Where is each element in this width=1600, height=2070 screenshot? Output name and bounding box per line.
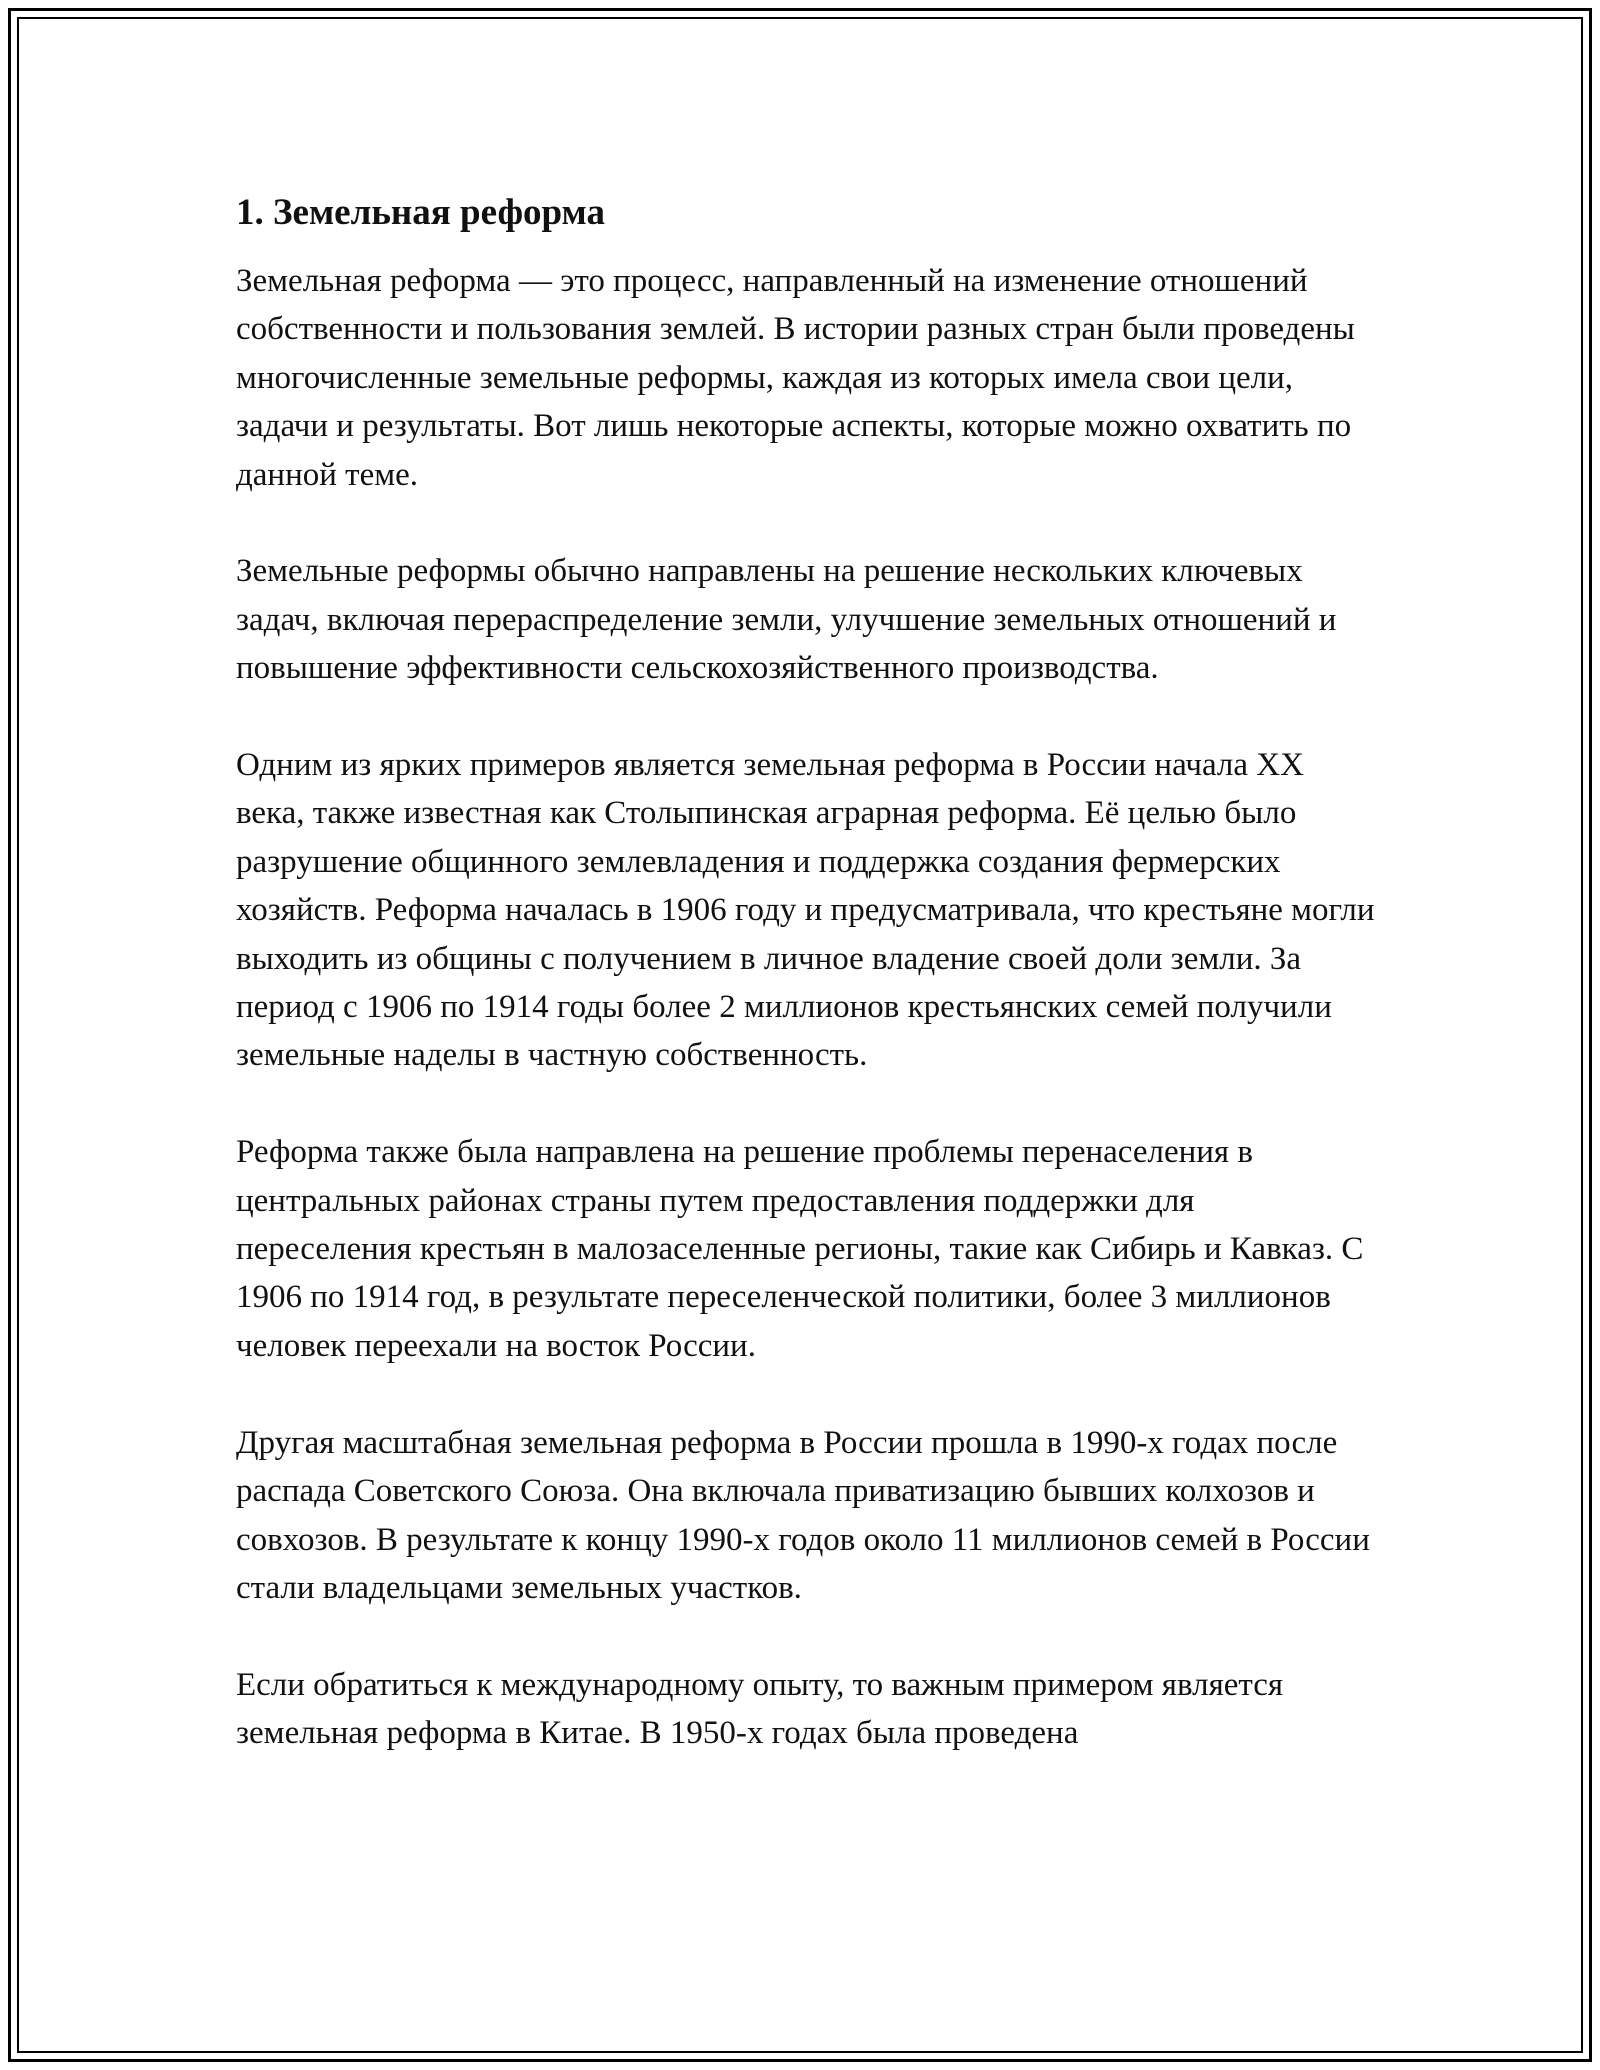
paragraph-6: Если обратиться к международному опыту, то важным примером является земельная реформа в Китае. В 1950-х годах была проведена [236, 1666, 1284, 1752]
paragraph-1: Земельная реформа — это процесс, направленный на изменение отношений собственности и пользования землей. В истории разных стран были проведены многочисленные земельные реформы, каждая из которых имела свои цели, задачи и результаты. Вот лишь некоторые аспекты, которые можно охватить по данной теме. [236, 263, 1355, 493]
paragraph-3: Одним из ярких примеров является земельная реформа в России начала XX века, также известная как Столыпинская аграрная реформа. Её целью было разрушение общинного землевладения и поддержка создания фермерских хозяйств. Реформа началась в 1906 году и предусматривала, что крестьяне могли выходить из общины с получением в личное владение своей доли земли. За период с 1906 по 1914 годы более 2 миллионов крестьянских семей получили земельные наделы в частную собственность. [236, 747, 1375, 1074]
section-heading: 1. Земельная реформа [236, 192, 606, 233]
paragraph-2: Земельные реформы обычно направлены на решение нескольких ключевых задач, включая перераспределение земли, улучшение земельных отношений и повышение эффективности сельскохозяйственного производства. [236, 553, 1337, 687]
document-body [236, 185, 1376, 1806]
paragraph-4: Реформа также была направлена на решение проблемы перенаселения в центральных районах страны путем предоставления поддержки для переселения крестьян в малозаселенные регионы, такие как Сибирь и Кавказ. С 1906 по 1914 год, в результате переселенческой политики, более 3 миллионов человек переехали на восток России. [236, 1134, 1364, 1364]
paragraph-5: Другая масштабная земельная реформа в России прошла в 1990-х годах после распада Советского Союза. Она включала приватизацию бывших колхозов и совхозов. В результате к концу 1990-х годов около 11 миллионов семей в России стали владельцами земельных участков. [236, 1424, 1370, 1606]
